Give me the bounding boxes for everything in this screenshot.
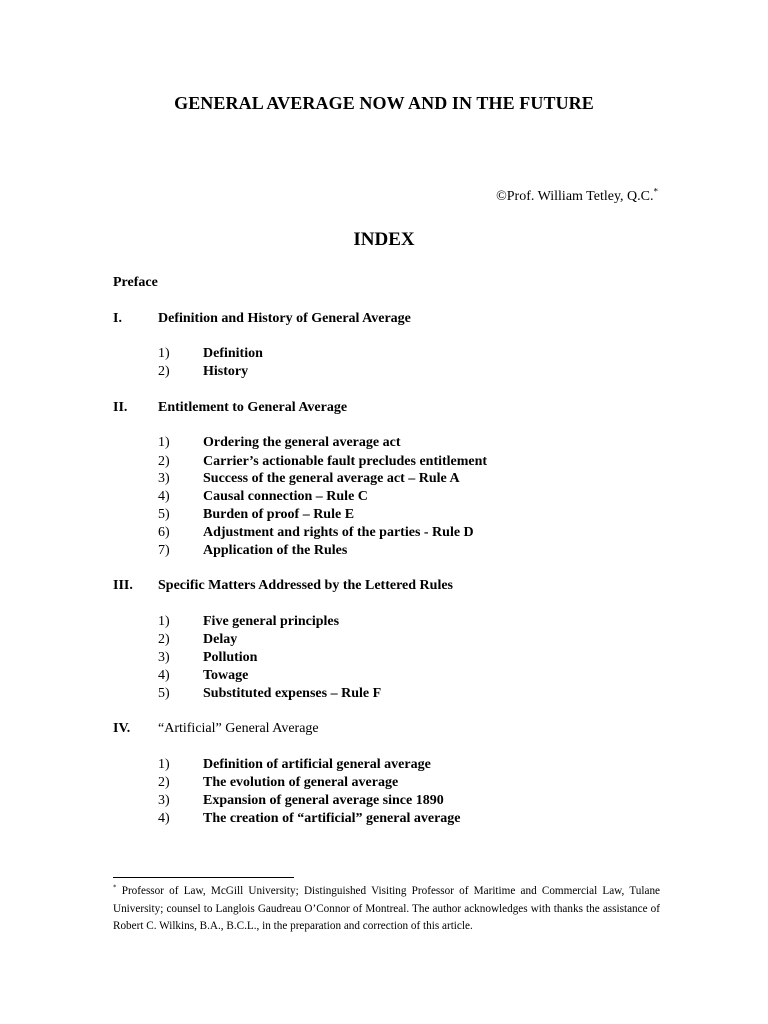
index-item: Definition of artificial general average xyxy=(203,757,431,772)
author-line xyxy=(496,186,658,205)
preface-heading: Preface xyxy=(113,275,158,290)
footnote-mark: * xyxy=(113,883,117,892)
section-numeral: IV. xyxy=(113,721,131,736)
footnote-separator xyxy=(113,877,294,878)
item-number: 4) xyxy=(158,668,170,683)
document-title: GENERAL AVERAGE NOW AND IN THE FUTURE xyxy=(174,93,594,113)
index-item: The creation of “artificial” general average xyxy=(203,811,461,826)
item-number: 6) xyxy=(158,525,170,540)
item-number: 2) xyxy=(158,364,170,379)
index-item: Carrier’s actionable fault precludes entitlement xyxy=(203,454,488,469)
index-item: Pollution xyxy=(203,650,258,665)
section-numeral: II. xyxy=(113,400,128,415)
item-number: 3) xyxy=(158,471,170,486)
item-number: 7) xyxy=(158,543,170,558)
item-number: 1) xyxy=(158,614,170,629)
section-title: Entitlement to General Average xyxy=(158,400,348,415)
footnote xyxy=(113,883,660,936)
section-numeral: III. xyxy=(113,578,133,593)
index-item: Definition xyxy=(203,346,263,361)
section-title: Definition and History of General Average xyxy=(158,311,411,326)
index-item: Ordering the general average act xyxy=(203,435,401,450)
item-number: 3) xyxy=(158,793,170,808)
item-number: 5) xyxy=(158,686,170,701)
index-item: Causal connection – Rule C xyxy=(203,489,368,504)
item-number: 4) xyxy=(158,489,170,504)
index-item: Adjustment and rights of the parties - Rule D xyxy=(203,525,474,540)
section-title: Specific Matters Addressed by the Lettered Rules xyxy=(158,578,453,593)
author-name: ©Prof. William Tetley, Q.C. xyxy=(496,189,654,204)
footnote-text: Professor of Law, McGill University; Distinguished Visiting Professor of Maritime and Commercial Law, Tulane University; counsel to Langlois Gaudreau O’Connor of Montreal. The author acknowledges with thanks the assistance of Robert C. Wilkins, B.A., B.C.L., in the preparation and correction of this article. xyxy=(113,885,661,932)
section-title: “Artificial” General Average xyxy=(158,721,319,736)
item-number: 1) xyxy=(158,346,170,361)
item-number: 2) xyxy=(158,632,170,647)
section-numeral: I. xyxy=(113,311,122,326)
index-item: Application of the Rules xyxy=(203,543,348,558)
author-footnote-mark: * xyxy=(653,186,658,197)
index-item: The evolution of general average xyxy=(203,775,399,790)
item-number: 5) xyxy=(158,507,170,522)
item-number: 3) xyxy=(158,650,170,665)
item-number: 2) xyxy=(158,775,170,790)
index-item: Expansion of general average since 1890 xyxy=(203,793,444,808)
index-item: Substituted expenses – Rule F xyxy=(203,686,382,701)
item-number: 2) xyxy=(158,454,170,469)
index-item: Success of the general average act – Rule A xyxy=(203,471,460,486)
index-item: Delay xyxy=(203,632,238,647)
index-item: Towage xyxy=(203,668,249,683)
item-number: 4) xyxy=(158,811,170,826)
index-item: Five general principles xyxy=(203,614,340,629)
index-item: History xyxy=(203,364,249,379)
item-number: 1) xyxy=(158,757,170,772)
index-heading: INDEX xyxy=(353,229,415,250)
index-item: Burden of proof – Rule E xyxy=(203,507,355,522)
item-number: 1) xyxy=(158,435,170,450)
